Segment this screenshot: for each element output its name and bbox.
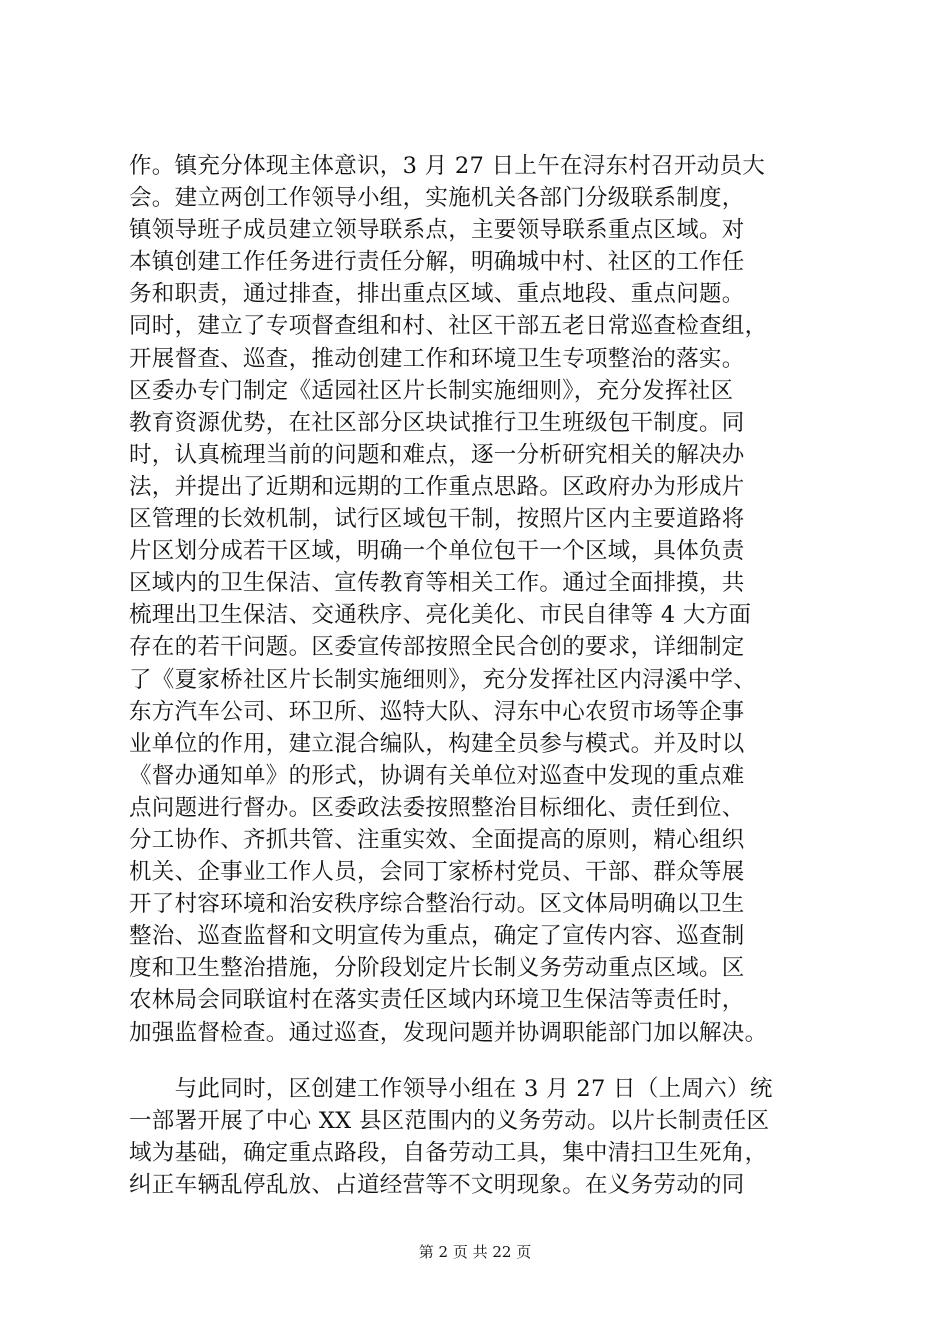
paragraph-2 [129,1073,851,1201]
text-line: 开展督查、巡查，推动创建工作和环境卫生专项整治的落实。 [129,345,745,372]
text-line: 一部署开展了中心 XX 县区范围内的义务劳动。以片长制责任区 [129,1107,770,1134]
text-line: 法，并提出了近期和远期的工作重点思路。区政府办为形成片 [129,473,745,500]
text-line: 作。镇充分体现主体意识，3 月 27 日上午在浔东村召开动员大 [129,153,766,179]
text-line: 加强监督检查。通过巡查，发现问题并协调职能部门加以解决。 [129,1019,768,1046]
text-line: 业单位的作用，建立混合编队，构建全员参与模式。并及时以 [129,730,745,757]
text-line: 存在的若干问题。区委宣传部按照全民合创的要求，详细制定 [129,634,745,661]
paragraph-spacer [129,1049,851,1073]
text-line: 务和职责，通过排查，排出重点区域、重点地段、重点问题。 [129,281,745,308]
text-line: 梳理出卫生保洁、交通秩序、亮化美化、市民自律等 4 大方面 [129,602,752,629]
text-line: 《督办通知单》的形式，协调有关单位对巡查中发现的重点难 [129,762,745,789]
text-line: 区管理的长效机制，试行区域包干制，按照片区内主要道路将 [129,506,745,533]
text-line: 开了村容环境和治安秩序综合整治行动。区文体局明确以卫生 [129,891,745,918]
text-line: 点问题进行督办。区委政法委按照整治目标细化、责任到位、 [129,794,745,821]
text-line: 本镇创建工作任务进行责任分解，明确城中村、社区的工作任 [129,249,745,276]
text-line: 域为基础，确定重点路段，自备劳动工具，集中清扫卫生死角， [129,1139,768,1166]
document-body [129,150,851,1201]
text-line: 会。建立两创工作领导小组，实施机关各部门分级联系制度， [129,185,745,212]
text-line: 机关、企事业工作人员，会同丁家桥村党员、干部、群众等展 [129,859,745,886]
text-line: 了《夏家桥社区片长制实施细则》，充分发挥社区内浔溪中学、 [129,666,757,693]
page-number: 第 2 页 共 22 页 [418,1243,532,1261]
text-line: 纠正车辆乱停乱放、占道经营等不文明现象。在义务劳动的同 [129,1171,745,1198]
text-line: 东方汽车公司、环卫所、巡特大队、浔东中心农贸市场等企事 [129,698,745,725]
text-line: 整治、巡查监督和文明宣传为重点，确定了宣传内容、巡查制 [129,923,745,950]
paragraph-1 [129,150,851,1049]
text-line: 农林局会同联谊村在落实责任区域内环境卫生保洁等责任时， [129,987,745,1014]
text-line: 度和卫生整治措施，分阶段划定片长制义务劳动重点区域。区 [129,955,745,982]
text-line: 同时，建立了专项督查组和村、社区干部五老日常巡查检查组， [129,313,768,340]
text-line: 镇领导班子成员建立领导联系点，主要领导联系重点区域。对 [129,217,745,244]
page-footer [0,1242,950,1262]
text-line: 时，认真梳理当前的问题和难点，逐一分析研究相关的解决办 [129,441,745,468]
text-line: 分工协作、齐抓共管、注重实效、全面提高的原则，精心组织 [129,826,745,853]
text-line: 片区划分成若干区域，明确一个单位包干一个区域，具体负责 [129,538,745,565]
text-line: 区域内的卫生保洁、宣传教育等相关工作。通过全面排摸，共 [129,570,745,597]
text-line: 教育资源优势，在社区部分区块试推行卫生班级包干制度。同 [129,409,745,436]
text-line: 与此同时，区创建工作领导小组在 3 月 27 日（上周六）统 [129,1075,773,1102]
text-line: 区委办专门制定《适园社区片长制实施细则》，充分发挥社区 [129,377,734,404]
